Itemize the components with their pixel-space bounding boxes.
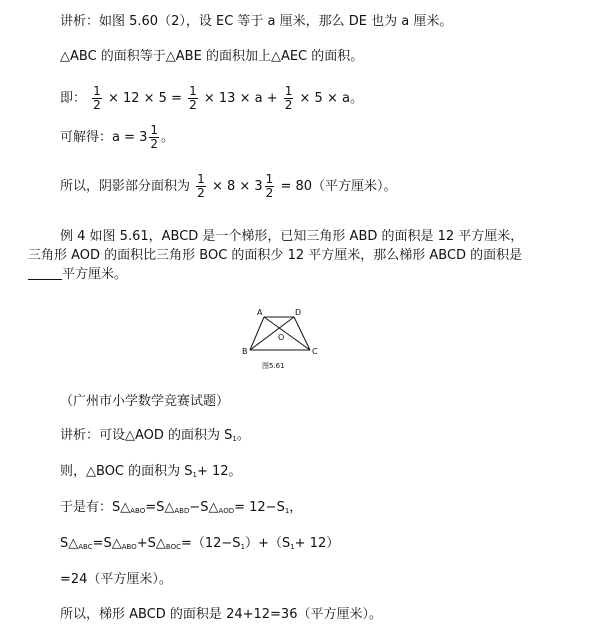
subscript: 1: [192, 471, 197, 479]
shaded-area-line: [60, 172, 397, 202]
text: + 12）: [294, 536, 340, 551]
source-note: （广州市小学数学竞赛试题）: [60, 394, 230, 409]
text: =（12−S: [180, 536, 241, 551]
text: +S△: [136, 536, 166, 551]
fraction-denominator: 2: [284, 98, 293, 112]
subscript: ABC: [78, 543, 93, 551]
text: S△: [60, 536, 79, 551]
subscript: AOD: [218, 507, 235, 515]
fraction-denominator: 2: [189, 98, 197, 112]
fraction-numerator: 1: [93, 84, 101, 98]
shaded-part1: × 8 × 3: [211, 179, 263, 194]
shaded-prefix: 所以，阴影部分面积为: [60, 179, 191, 194]
text: 则，△BOC 的面积为 S: [60, 464, 193, 479]
label-a: A: [257, 308, 263, 317]
fraction-half: [265, 173, 275, 200]
fraction-denominator: 2: [150, 137, 159, 151]
subscript: 1: [290, 543, 295, 551]
answer-blank: [28, 267, 62, 280]
equation-line: [60, 84, 363, 114]
fraction-numerator: 1: [284, 84, 293, 98]
fraction-numerator: 1: [189, 84, 197, 98]
fraction-numerator: 1: [265, 172, 274, 186]
equation-right-rest: × 5 × a。: [299, 91, 363, 106]
fraction-half: [196, 173, 206, 200]
subscript: 1: [240, 543, 246, 551]
equation-prefix: 即：: [60, 91, 87, 106]
analysis2-line5: =24（平方厘米）。: [60, 572, 172, 587]
label-b: B: [242, 347, 248, 356]
area-relation: △ABC 的面积等于△ABE 的面积加上△AEC 的面积。: [60, 49, 364, 64]
equation-left-rest: × 12 × 5 =: [107, 91, 182, 106]
fraction-denominator: 2: [265, 186, 274, 200]
equation-middle-rest: × 13 × a +: [203, 91, 278, 106]
solve-line: [60, 123, 174, 153]
text: =S△: [92, 536, 122, 551]
fraction-half: [92, 85, 102, 112]
fraction-half: [149, 124, 159, 151]
text: + 12。: [196, 464, 242, 479]
text: 。: [236, 428, 250, 443]
text: 讲析：可设△AOD 的面积为 S: [60, 428, 233, 443]
label-d: D: [295, 308, 302, 317]
analysis2-line2: [60, 464, 242, 483]
subscript: ABD: [174, 507, 190, 515]
analysis2-line3: [60, 500, 302, 519]
text: 于是有：S△: [60, 500, 131, 515]
text: = 12−S: [234, 500, 285, 515]
analysis2-line6: 所以，梯形 ABCD 的面积是 24+12=36（平方厘米）。: [60, 607, 382, 622]
text: ，: [289, 500, 303, 515]
subscript: 1: [232, 435, 237, 443]
subscript: ABO: [130, 507, 146, 515]
fraction-denominator: 2: [93, 98, 101, 112]
example4-line3: [28, 267, 127, 283]
example4-line2: 三角形 AOD 的面积比三角形 BOC 的面积少 12 平方厘米，那么梯形 ABCD 的面积是: [28, 248, 523, 263]
subscript: 1: [284, 507, 290, 515]
analysis-title: 讲析：如图 5.60（2），设 EC 等于 a 厘米，那么 DE 也为 a 厘米。: [60, 14, 453, 29]
subscript: ABO: [121, 543, 137, 551]
label-c: C: [312, 347, 318, 356]
fraction-numerator: 1: [150, 123, 159, 137]
text: =S△: [145, 500, 175, 515]
solve-prefix: 可解得：a = 3: [60, 130, 148, 145]
example4-line1: 例 4 如图 5.61，ABCD 是一个梯形，已知三角形 ABD 的面积是 12 平方厘米，: [60, 229, 524, 244]
edge-dc: [294, 317, 310, 350]
fraction-half: [188, 85, 198, 112]
solve-suffix: 。: [161, 130, 175, 145]
example4-line3-text: 平方厘米。: [62, 267, 128, 282]
fraction-numerator: 1: [197, 172, 205, 186]
figure-caption: 图5.61: [262, 362, 285, 370]
shaded-part2: = 80（平方厘米）。: [280, 179, 397, 194]
text: ）+（S: [245, 536, 291, 551]
text: −S△: [189, 500, 219, 515]
fraction-half: [284, 85, 294, 112]
analysis2-line1: [60, 428, 250, 447]
label-o: O: [278, 333, 285, 342]
analysis2-line4: [60, 536, 339, 555]
subscript: BOC: [165, 543, 181, 551]
fraction-denominator: 2: [197, 186, 205, 200]
trapezoid-figure: [236, 304, 326, 374]
